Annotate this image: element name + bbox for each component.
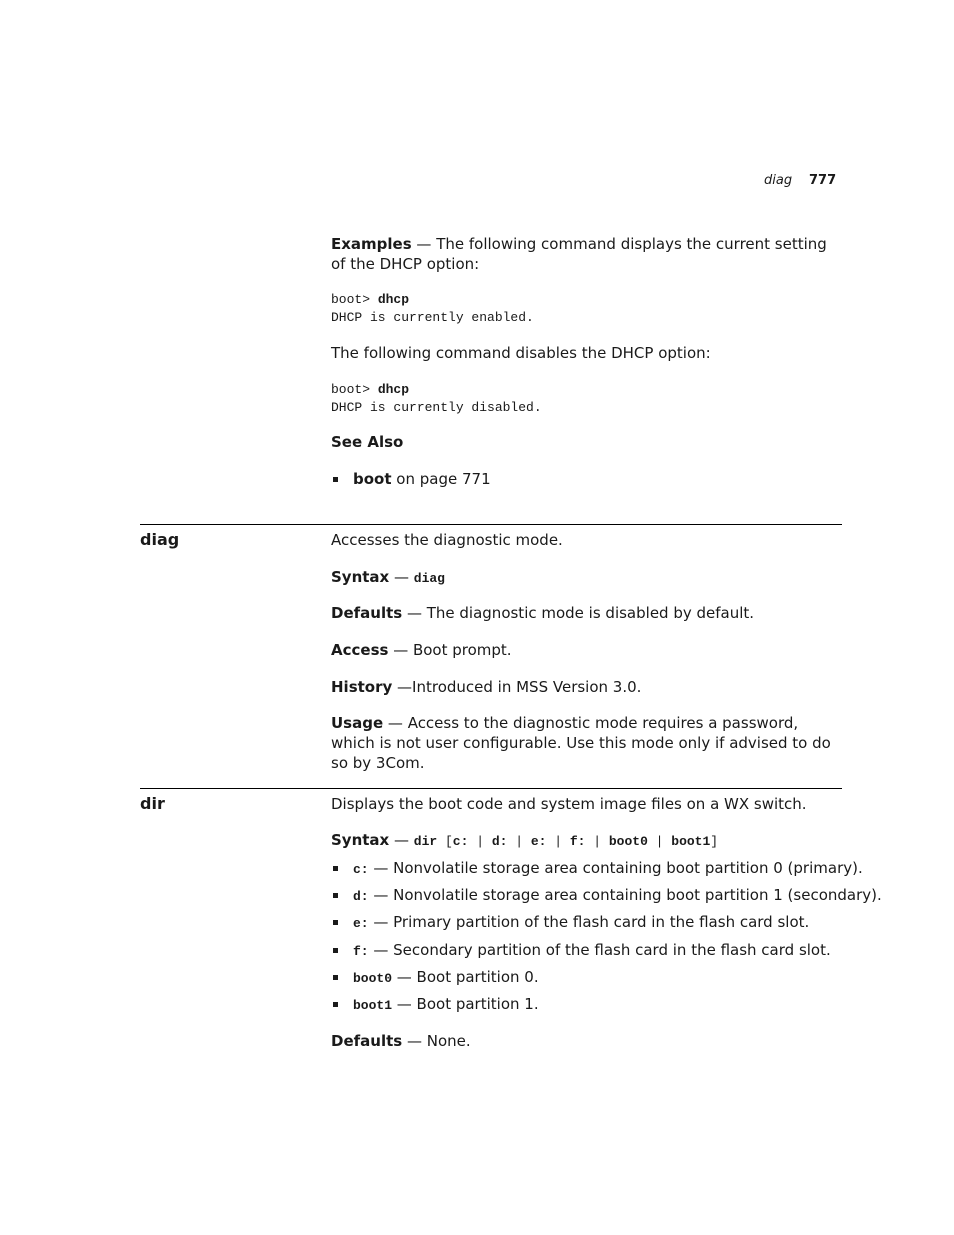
dir-defaults: Defaults — None.: [331, 1032, 471, 1050]
bullet-icon: [333, 920, 338, 925]
bullet-icon: [333, 975, 338, 980]
bullet-icon: [333, 477, 338, 482]
diag-syntax: Syntax — diag: [331, 568, 445, 586]
section-divider: [140, 788, 842, 789]
examples-label: Examples: [331, 235, 412, 253]
disable-intro: The following command disables the DHCP option:: [331, 344, 711, 362]
see-also-link[interactable]: boot: [353, 470, 392, 488]
diag-defaults: Defaults — The diagnostic mode is disabled by default.: [331, 604, 755, 622]
diag-access: Access — Boot prompt.: [331, 641, 512, 659]
dir-syntax: Syntax — dir [c: | d: | e: | f: | boot0 | boot1]: [331, 831, 719, 849]
bullet-icon: [333, 948, 338, 953]
examples-paragraph: Examples — The following command displays the current setting of the DHCP option:: [331, 235, 827, 273]
bullet-icon: [333, 866, 338, 871]
section-divider: [140, 524, 842, 525]
dir-description: Displays the boot code and system image files on a WX switch.: [331, 795, 807, 813]
running-header-section: diag: [764, 173, 793, 188]
diag-usage: Usage — Access to the diagnostic mode requires a password, which is not user configurable. Use this mode only if advised to do so by 3Com.: [331, 714, 831, 772]
command-title-diag: diag: [140, 530, 180, 549]
diag-description: Accesses the diagnostic mode.: [331, 531, 563, 549]
bullet-icon: [333, 1002, 338, 1007]
bullet-icon: [333, 893, 338, 898]
code-example-enabled: boot> dhcp DHCP is currently enabled.: [331, 292, 534, 325]
see-also-heading: See Also: [331, 433, 404, 451]
diag-history: History —Introduced in MSS Version 3.0.: [331, 678, 642, 696]
page-number: 777: [809, 173, 837, 188]
command-title-dir: dir: [140, 794, 165, 813]
code-example-disabled: boot> dhcp DHCP is currently disabled.: [331, 382, 542, 415]
